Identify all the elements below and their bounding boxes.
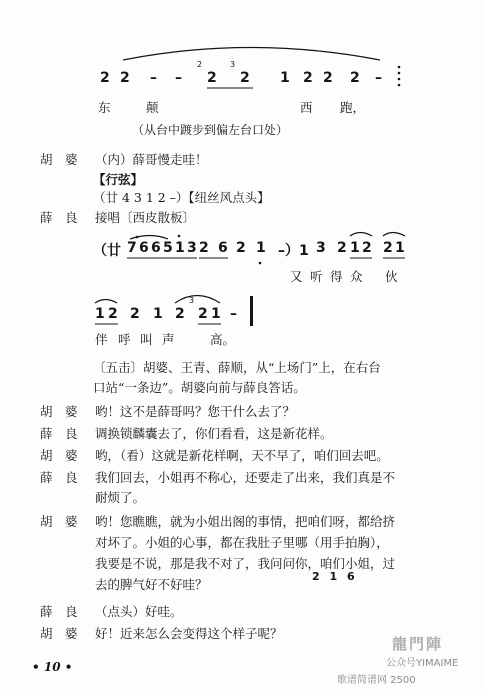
note: 1	[175, 240, 185, 256]
note: –	[375, 70, 382, 86]
note: 1	[153, 306, 163, 322]
note: 3	[316, 240, 326, 256]
note: 2	[207, 70, 217, 86]
instrument-cue: 【行弦】	[93, 172, 144, 187]
dialogue-line: （点头）好哇。	[95, 604, 183, 619]
note: 2	[130, 306, 140, 322]
dialogue-line: 哟！这不是薛哥吗？您干什么去了？	[95, 404, 296, 419]
dialogue-line: 哟！您瞧瞧，就为小姐出阁的事情，把咱们呀，都给挤	[95, 514, 396, 529]
octave-dot	[136, 236, 139, 239]
note: 6	[218, 240, 228, 256]
note: 1	[95, 306, 105, 322]
percussion-cue: （廿 4 3 1 2 –）【纽丝风点头】	[93, 190, 270, 205]
bar-end	[250, 66, 400, 326]
tie	[175, 296, 220, 304]
grace-note: 2	[197, 60, 203, 69]
note: 3	[187, 240, 197, 256]
note: –）1	[278, 243, 309, 259]
lyric: 得	[330, 269, 343, 284]
speaker: 胡 婆	[40, 448, 78, 463]
dialogue-line: 哟，（看）这就是新花样啊，天不早了，咱们回去吧。	[95, 448, 389, 463]
lyric: 颠	[146, 100, 159, 115]
speaker: 胡 婆	[40, 404, 78, 419]
speaker: 胡 婆	[40, 514, 78, 529]
note: 2	[100, 70, 110, 86]
final-barline	[250, 296, 253, 326]
note: 2	[198, 306, 208, 322]
note: 1	[350, 240, 360, 256]
tie	[350, 233, 372, 237]
note: 1	[256, 240, 266, 256]
note: 6	[139, 240, 149, 256]
stage-direction: 〔五击〕胡婆、王青、薛顺，从“上场门”上，在右台	[93, 360, 381, 375]
dialogue-line: 去的脾气好不好哇？	[95, 577, 208, 592]
octave-dot	[178, 235, 181, 238]
lyric: 呼	[118, 332, 131, 347]
speaker: 胡 婆	[40, 626, 78, 641]
note: 2	[323, 70, 333, 86]
watermark-logo: 龍門陣	[392, 635, 444, 653]
note: 2	[199, 240, 209, 256]
lyric: 伴	[95, 332, 108, 347]
note: 5	[163, 240, 173, 256]
octave-dot	[259, 262, 262, 265]
lyric: 听	[310, 269, 323, 284]
dialogue-line: 我们回去，小姐再不称心，还要走了出来，我们真是不	[95, 470, 396, 485]
note: （廿	[93, 243, 121, 259]
note: 2	[350, 70, 360, 86]
note: 1	[280, 70, 290, 86]
lyric: 众	[350, 269, 363, 284]
speaker: 薛 良	[40, 470, 78, 485]
tie	[95, 300, 117, 304]
watermark-site: 歌谱简谱网 2500	[337, 675, 416, 686]
lyric: 伙	[385, 269, 398, 284]
repeat-dot	[398, 84, 401, 87]
grace-note: 3	[189, 296, 195, 305]
lyric: 声	[162, 332, 175, 347]
dialogue-line: 耐烦了。	[95, 490, 146, 505]
dialogue-line: 调换锁麟囊去了，你们看看，这是新花样。	[95, 426, 333, 441]
lyric: 又	[290, 269, 303, 284]
note: –	[175, 70, 182, 86]
note: –	[230, 306, 237, 322]
note: 2	[108, 306, 118, 322]
note: 2	[175, 306, 185, 322]
note: 2	[303, 70, 313, 86]
note: 6	[151, 240, 161, 256]
dialogue-line: 接唱〔西皮散板〕	[95, 210, 196, 225]
repeat-dot	[398, 78, 401, 81]
note: 2	[337, 240, 347, 256]
note: –	[150, 70, 157, 86]
note: 2	[383, 240, 393, 256]
note: 2	[362, 240, 372, 256]
watermark-wechat: 公众号YIMAIME	[386, 658, 459, 669]
note: 1	[211, 306, 221, 322]
phrase-slur	[123, 48, 380, 61]
speaker: 薛 良	[40, 426, 78, 441]
dialogue-line: 我要是不说，那是我不对了，我问问你，咱们小姐，过	[95, 556, 396, 571]
stage-direction: 口站“一条边”。胡婆向前与薛良答话。	[93, 380, 306, 395]
note: 2	[120, 70, 130, 86]
tie	[383, 233, 405, 237]
lyric: 叫	[140, 332, 153, 347]
repeat-dot	[398, 66, 401, 69]
note: 7	[127, 240, 137, 256]
dialogue-line: （内）薛哥慢走哇！	[95, 152, 208, 167]
dialogue-line: 好！近来怎么会变得这个样子呢？	[95, 626, 283, 641]
speaker: 薛 良	[40, 604, 78, 619]
speaker: 胡 婆	[40, 152, 78, 167]
note: 2	[236, 240, 246, 256]
lyric: 东	[98, 100, 111, 115]
dialogue-line: 对坏了。小姐的心事，都在我肚子里哪（用手拍胸），	[95, 535, 389, 550]
lyric: 高。	[210, 332, 236, 347]
page-number: • 10 •	[32, 660, 73, 674]
note: 2	[240, 70, 250, 86]
tie	[130, 236, 168, 240]
lyric: 西	[300, 100, 313, 115]
grace-note: 3	[230, 60, 236, 69]
speaker: 薛 良	[40, 210, 78, 225]
marginal-note: 2 1 6	[312, 570, 358, 583]
lyric: 跑，	[340, 100, 366, 115]
note: 1	[395, 240, 405, 256]
stage-direction: （从台中踱步到偏左台口处）	[132, 123, 289, 137]
repeat-dot	[398, 72, 401, 75]
